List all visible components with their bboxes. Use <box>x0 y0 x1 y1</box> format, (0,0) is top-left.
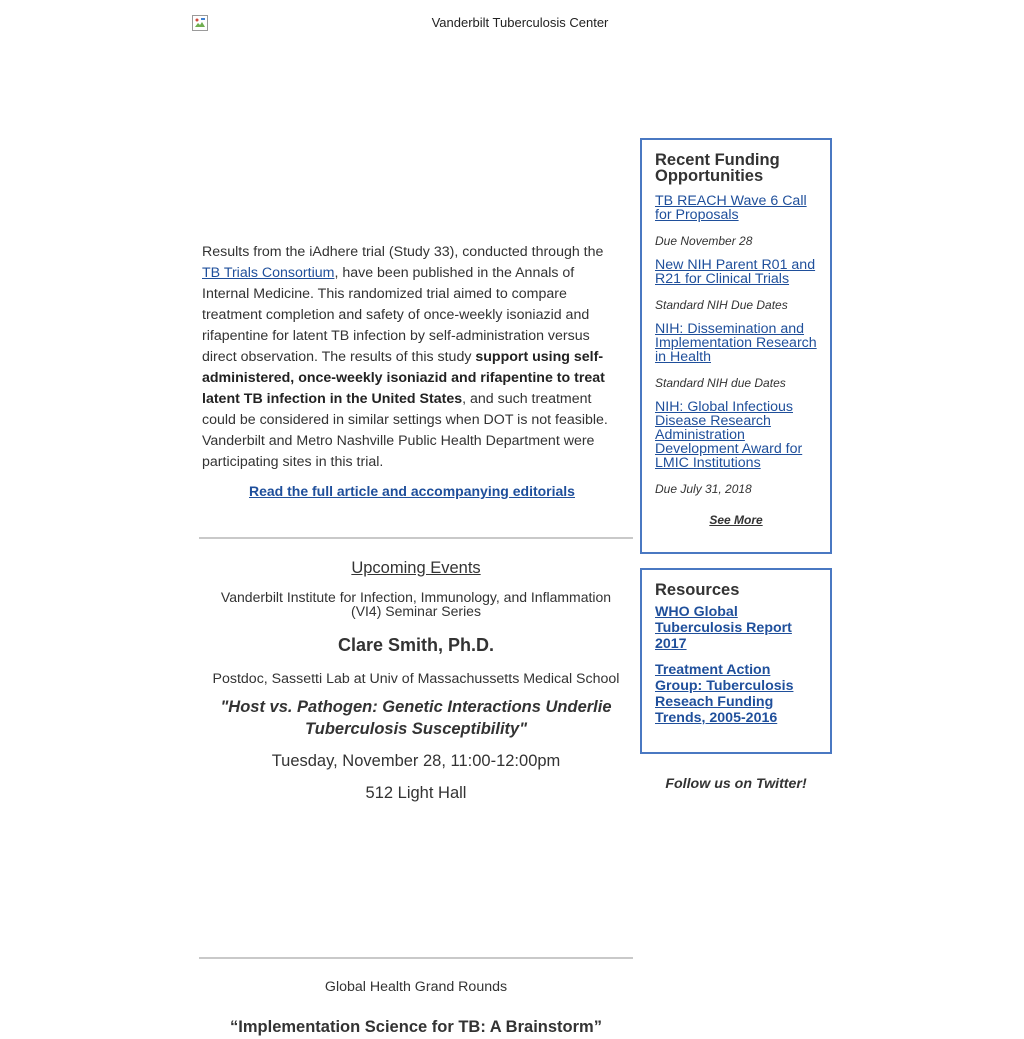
funding-due-date: Standard NIH Due Dates <box>655 298 788 312</box>
funding-link-nih-r01-r21[interactable]: New NIH Parent R01 and R21 for Clinical Trials <box>655 257 816 287</box>
twitter-follow-text[interactable]: Follow us on Twitter! <box>665 776 807 792</box>
funding-box <box>640 138 832 554</box>
grand-rounds-section <box>199 977 633 1039</box>
talk-room: 512 Light Hall <box>365 784 467 802</box>
article-text-3: , and such treatment could be considered in similar settings when DOT is not feasible. Vanderbilt and Metro Nashville Public Health Department were participating sites in this trial. <box>202 391 608 470</box>
talk-date: Tuesday, November 28, 11:00-12:00pm <box>271 752 561 770</box>
funding-link-nih-dissemination[interactable]: NIH: Dissemination and Implementation Research in Health <box>655 321 817 365</box>
funding-link-tb-reach[interactable]: TB REACH Wave 6 Call for Proposals <box>655 193 807 223</box>
section-divider <box>199 537 633 539</box>
resources-box <box>640 568 832 754</box>
article-bold-text: support using self-administered, once-weekly isoniazid and rifapentine to treat latent TB infection in the United States <box>202 349 605 407</box>
funding-due-date: Due November 28 <box>655 234 753 248</box>
talk-title: "Host vs. Pathogen: Genetic Interactions Underlie Tuberculosis Susceptibility" <box>220 698 612 738</box>
header-logo-alt-text: Vanderbilt Tuberculosis Center <box>431 15 609 30</box>
grand-rounds-title: “Implementation Science for TB: A Brainstorm” <box>230 1018 602 1036</box>
article-text-1: Results from the iAdhere trial (Study 33), conducted through the <box>202 244 604 260</box>
speaker-affiliation: Postdoc, Sassetti Lab at Univ of Massachussetts Medical School <box>212 671 620 687</box>
events-heading: Upcoming Events <box>351 559 481 577</box>
tb-trials-consortium-link[interactable]: TB Trials Consortium <box>202 265 335 281</box>
article-text-2: , have been published in the Annals of Internal Medicine. This randomized trial aimed to compare treatment completion and safety of once-weekly isoniazid and rifapentine for latent TB infection by self-administration versus direct observation. The results of this study <box>202 265 590 365</box>
broken-image-icon <box>192 15 208 31</box>
resources-title: Resources <box>655 581 740 599</box>
seminar-series: Vanderbilt Institute for Infection, Immunology, and Inflammation (VI4) Seminar Series <box>220 589 612 619</box>
funding-due-date: Due July 31, 2018 <box>655 482 752 496</box>
funding-due-date: Standard NIH due Dates <box>655 376 786 390</box>
see-more-link[interactable]: See More <box>709 513 763 527</box>
article-paragraph <box>202 242 622 473</box>
resource-link-tag-funding-trends[interactable]: Treatment Action Group: Tuberculosis Reseach Funding Trends, 2005-2016 <box>655 662 794 726</box>
grand-rounds-heading: Global Health Grand Rounds <box>324 979 508 995</box>
resource-link-who-report[interactable]: WHO Global Tuberculosis Report 2017 <box>655 604 792 652</box>
upcoming-events-section <box>199 556 633 805</box>
speaker-name: Clare Smith, Ph.D. <box>337 635 495 655</box>
main-article <box>202 242 622 499</box>
read-full-article-link[interactable]: Read the full article and accompanying editorials <box>249 483 575 499</box>
funding-title: Recent Funding Opportunities <box>655 151 780 185</box>
section-divider <box>199 957 633 959</box>
funding-link-nih-global-infectious[interactable]: NIH: Global Infectious Disease Research Administration Development Award for LMIC Institutions <box>655 399 803 471</box>
